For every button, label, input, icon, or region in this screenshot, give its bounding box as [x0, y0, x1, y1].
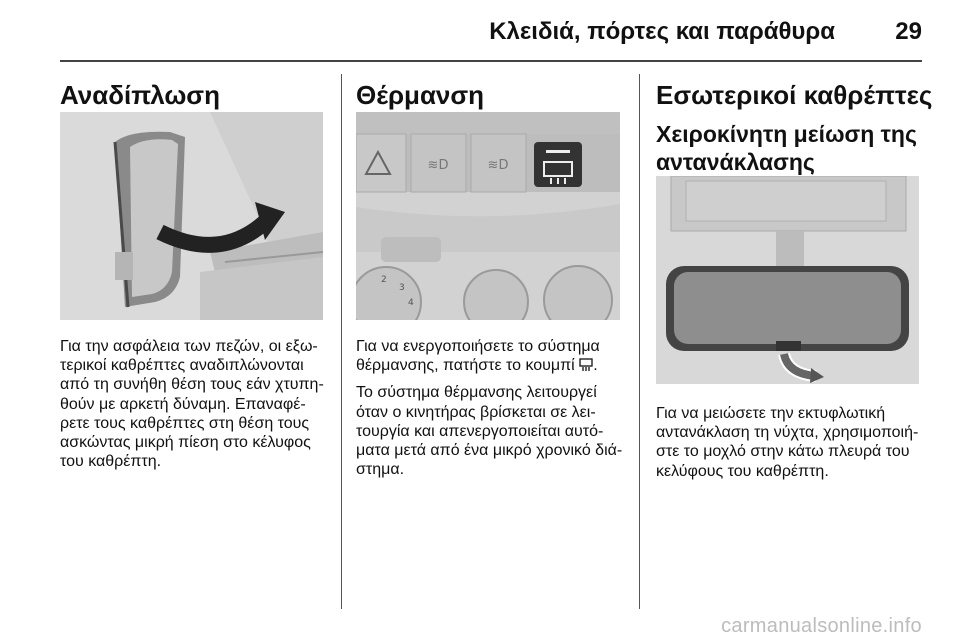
text-line: Το σύστημα θέρμανσης λειτουργεί	[356, 384, 597, 402]
text-line: ματα μετά από ένα μικρό χρονικό διά-	[356, 442, 623, 460]
subheading-line: Χειροκίνητη μείωση της	[656, 121, 917, 147]
text-line: όταν ο κινητήρας βρίσκεται σε λει-	[356, 403, 596, 421]
text-line: στε το μοχλό στην κάτω πλευρά του	[656, 443, 910, 461]
section-folding-text	[60, 337, 330, 471]
footer-watermark: carmanualsonline.info	[721, 615, 922, 637]
svg-text:2: 2	[381, 275, 387, 285]
section-heating	[356, 74, 626, 110]
svg-text:≋D: ≋D	[487, 158, 509, 173]
svg-text:4: 4	[408, 298, 414, 308]
folding-mirror-illustration	[60, 112, 323, 320]
paragraph	[656, 404, 936, 481]
text-line: θούν με αρκετή δύναμη. Επαναφέ-	[60, 395, 306, 413]
section-folding	[60, 74, 330, 110]
text-line: αντανάκλαση τη νύχτα, χρησιμοποιή-	[656, 424, 919, 442]
section-heading: Εσωτερικοί καθρέπτες	[656, 80, 933, 110]
interior-mirror-illustration	[656, 176, 919, 384]
text-line: κελύφους του καθρέπτη.	[656, 462, 829, 480]
subsection-heading	[656, 120, 936, 176]
svg-text:3: 3	[399, 283, 405, 293]
section-interior-mirrors-text	[656, 404, 936, 481]
subheading-line: αντανάκλασης	[656, 149, 815, 175]
section-heating-text	[356, 337, 626, 479]
section-interior-mirrors	[656, 74, 936, 176]
text-line: Για την ασφάλεια των πεζών, οι εξω-	[60, 338, 318, 355]
text-line: ασκώντας μικρή πίεση στο κέλυφος	[60, 434, 311, 452]
header-rule	[60, 60, 922, 62]
paragraph	[60, 337, 330, 471]
text-line: ρετε τους καθρέπτες στη θέση τους	[60, 414, 310, 432]
text-line: στημα.	[356, 461, 405, 479]
section-heading: Θέρμανση	[356, 80, 485, 110]
text-line: από τη συνήθη θέση τους εάν χτυπη-	[60, 376, 324, 394]
paragraph	[356, 337, 626, 375]
column-divider	[639, 74, 640, 609]
column-divider	[341, 74, 342, 609]
text-line: Για να ενεργοποιήσετε το σύστημα	[356, 338, 600, 355]
svg-text:≋D: ≋D	[427, 158, 449, 173]
page-number: 29	[895, 18, 922, 45]
rear-window-heater-icon	[579, 356, 593, 375]
text-line: του καθρέπτη.	[60, 453, 162, 471]
text-line: τουργία και απενεργοποιείται αυτό-	[356, 422, 604, 440]
paragraph	[356, 383, 626, 479]
text-punct: .	[593, 357, 598, 375]
text-line: θέρμανσης, πατήστε το κουμπί	[356, 357, 580, 375]
page-header-title: Κλειδιά, πόρτες και παράθυρα	[489, 18, 835, 45]
text-line: Για να μειώσετε την εκτυφλωτική	[656, 405, 886, 422]
section-heading: Αναδίπλωση	[60, 80, 220, 110]
heater-control-panel-illustration	[356, 112, 620, 320]
text-line: τερικοί καθρέπτες αναδιπλώνονται	[60, 357, 304, 375]
